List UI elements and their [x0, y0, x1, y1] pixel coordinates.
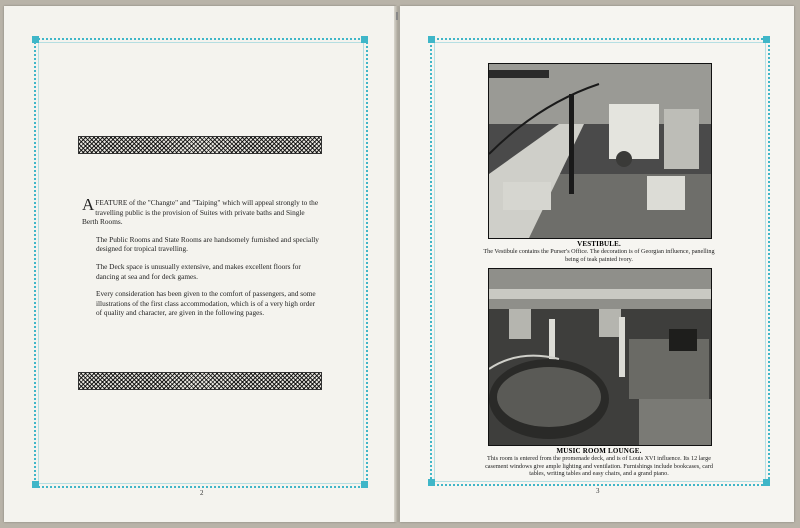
- page-number-right: 3: [596, 487, 600, 495]
- left-page: [4, 6, 396, 522]
- vestibule-title: VESTIBULE.: [577, 240, 621, 248]
- brochure-spread: [4, 6, 794, 522]
- corner-ornament: [361, 36, 368, 43]
- music-room-caption: This room is entered from the promenade deck, and is of Louis XVI influence. Its 12 large casement windows give ample lighting and ventilation. Furnishings include bookcases, card tables, writing tables and easy chairs, and a grand piano.: [485, 455, 713, 478]
- paragraph-1: AFEATURE of the "Changte" and "Taiping" which will appeal strongly to the travelling public is the provision of Suites with private baths and Single Berth Rooms.: [82, 195, 319, 227]
- paragraph-3: The Deck space is unusually extensive, and makes excellent floors for dancing at sea and for deck games.: [96, 261, 301, 281]
- corner-ornament: [32, 481, 39, 488]
- vestibule-photo: [488, 63, 712, 239]
- music-room-image: [489, 269, 711, 445]
- corner-ornament: [428, 36, 435, 43]
- corner-ornament: [763, 36, 770, 43]
- drop-cap: A: [82, 195, 95, 214]
- staple: [396, 12, 398, 20]
- corner-ornament: [361, 481, 368, 488]
- corner-ornament: [428, 479, 435, 486]
- music-room-title: MUSIC ROOM LOUNGE.: [556, 447, 642, 455]
- paragraph-2: The Public Rooms and State Rooms are handsomely furnished and specially designed for tropical travelling.: [96, 234, 319, 254]
- page-number-left: 2: [200, 489, 204, 497]
- paragraph-4: Every consideration has been given to the comfort of passengers, and some illustrations of the first class accommodation, which is of a very high order of quality and character, are given in the following pages.: [96, 289, 316, 318]
- intro-text: [82, 195, 320, 326]
- bottom-ornamental-band: [78, 372, 322, 390]
- vestibule-image: [489, 64, 711, 238]
- top-ornamental-band: [78, 136, 322, 154]
- right-page: [400, 6, 794, 522]
- music-room-photo: [488, 268, 712, 446]
- vestibule-caption: The Vestibule contains the Purser's Office. The decoration is of Georgian influence, panelling being of teak painted ivory.: [483, 248, 715, 263]
- corner-ornament: [763, 479, 770, 486]
- corner-ornament: [32, 36, 39, 43]
